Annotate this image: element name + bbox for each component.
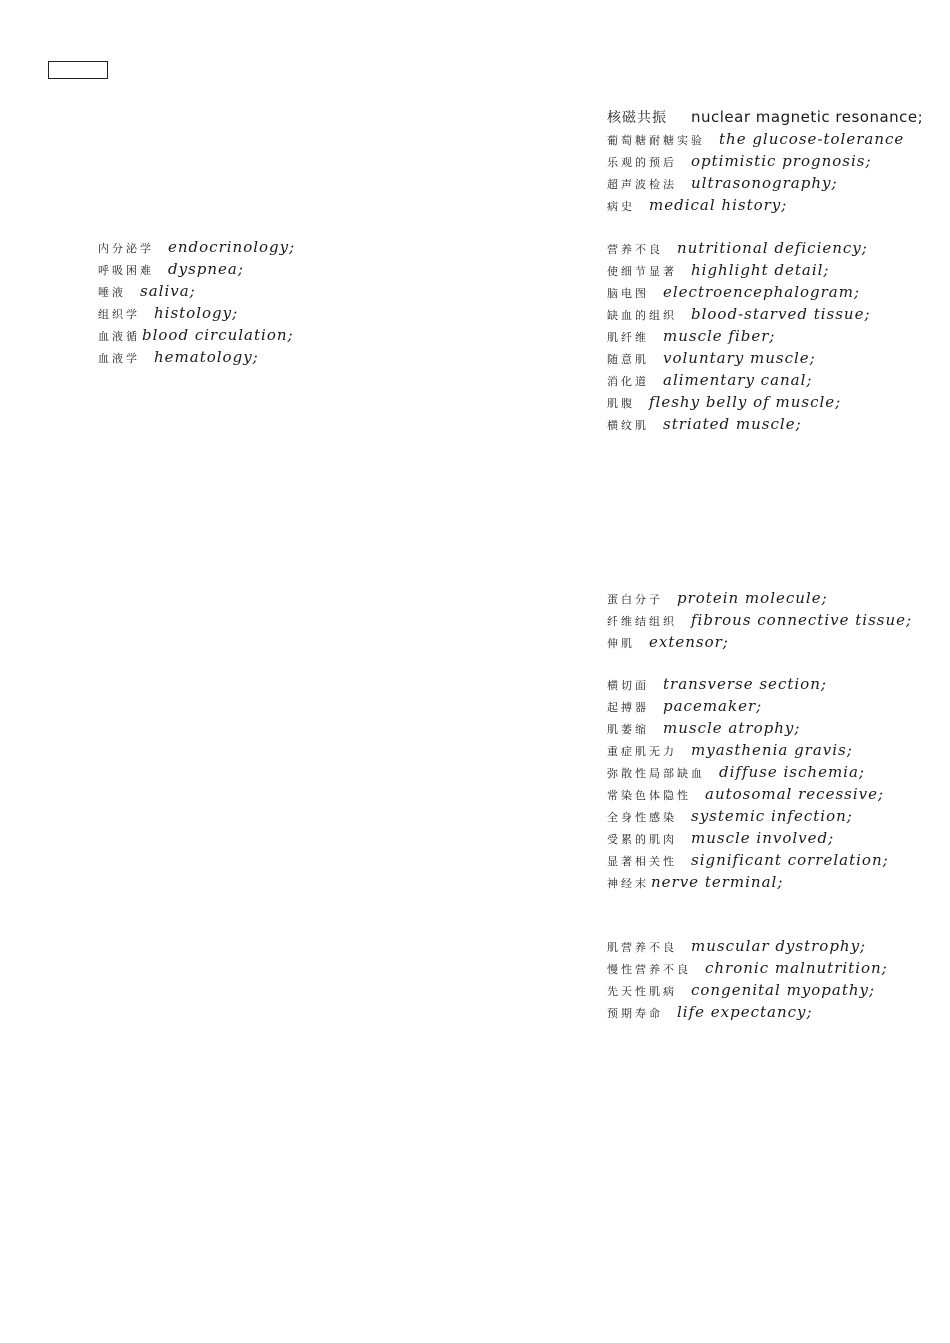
vocab-entry <box>98 302 238 324</box>
term-chinese: 弥散性局部缺血 <box>607 767 705 780</box>
term-english: electroencephalogram; <box>663 283 861 301</box>
vocab-entry <box>98 324 294 346</box>
vocab-entry <box>607 325 775 347</box>
vocab-entry <box>607 957 888 979</box>
term-chinese: 血液循 <box>98 330 140 343</box>
term-chinese: 呼吸困难 <box>98 264 154 277</box>
term-chinese: 伸肌 <box>607 637 635 650</box>
term-english: muscle fiber; <box>663 327 776 345</box>
term-english: hematology; <box>154 348 259 366</box>
term-english: myasthenia gravis; <box>691 741 853 759</box>
term-chinese: 唾液 <box>98 286 126 299</box>
term-chinese: 缺血的组织 <box>607 309 677 322</box>
vocab-entry <box>98 258 244 280</box>
vocab-entry <box>98 280 196 302</box>
term-chinese: 显著相关性 <box>607 855 677 868</box>
term-english: muscular dystrophy; <box>691 937 867 955</box>
term-chinese: 神经末 <box>607 877 649 890</box>
term-chinese: 使细节显著 <box>607 265 677 278</box>
term-english: medical history; <box>649 196 788 214</box>
header-box <box>48 61 108 79</box>
term-chinese: 先天性肌病 <box>607 985 677 998</box>
term-chinese: 肌营养不良 <box>607 941 677 954</box>
vocab-entry <box>98 346 259 368</box>
vocab-entry <box>607 761 865 783</box>
term-english: the glucose-tolerance <box>719 130 905 148</box>
vocab-entry <box>607 281 860 303</box>
term-chinese: 组织学 <box>98 308 140 321</box>
term-english: nuclear magnetic resonance; <box>691 108 924 126</box>
term-english: endocrinology; <box>168 238 296 256</box>
term-english: muscle atrophy; <box>663 719 801 737</box>
term-chinese: 横切面 <box>607 679 649 692</box>
term-english: blood circulation; <box>142 326 294 344</box>
term-english: histology; <box>154 304 239 322</box>
term-english: life expectancy; <box>677 1003 813 1021</box>
term-chinese: 消化道 <box>607 375 649 388</box>
term-chinese: 病史 <box>607 200 635 213</box>
term-english: muscle involved; <box>691 829 835 847</box>
term-chinese: 葡萄糖耐糖实验 <box>607 134 705 147</box>
vocab-entry <box>607 805 853 827</box>
term-chinese: 常染色体隐性 <box>607 789 691 802</box>
term-english: diffuse ischemia; <box>719 763 865 781</box>
term-chinese: 受累的肌肉 <box>607 833 677 846</box>
term-chinese: 血液学 <box>98 352 140 365</box>
term-english: fleshy belly of muscle; <box>649 393 842 411</box>
term-chinese: 营养不良 <box>607 243 663 256</box>
term-chinese: 肌萎缩 <box>607 723 649 736</box>
term-english: saliva; <box>140 282 196 300</box>
term-chinese: 起搏器 <box>607 701 649 714</box>
vocab-entry <box>607 259 829 281</box>
term-chinese: 随意肌 <box>607 353 649 366</box>
vocab-entry <box>607 194 787 216</box>
vocab-entry <box>607 369 812 391</box>
term-chinese: 横纹肌 <box>607 419 649 432</box>
vocab-entry <box>607 609 912 631</box>
vocab-entry <box>98 236 295 258</box>
term-english: autosomal recessive; <box>705 785 885 803</box>
term-chinese: 乐观的预后 <box>607 156 677 169</box>
vocab-entry <box>607 347 816 369</box>
term-chinese: 超声波检法 <box>607 178 677 191</box>
term-english: blood-starved tissue; <box>691 305 871 323</box>
vocab-entry <box>607 413 802 435</box>
term-english: optimistic prognosis; <box>691 152 872 170</box>
vocab-entry <box>607 303 871 325</box>
term-chinese: 核磁共振 <box>607 110 667 126</box>
term-chinese: 蛋白分子 <box>607 593 663 606</box>
term-english: nutritional deficiency; <box>677 239 868 257</box>
term-english: nerve terminal; <box>651 873 784 891</box>
vocab-entry <box>607 849 889 871</box>
term-english: fibrous connective tissue; <box>691 611 913 629</box>
term-english: voluntary muscle; <box>663 349 816 367</box>
term-chinese: 肌纤维 <box>607 331 649 344</box>
term-english: highlight detail; <box>691 261 830 279</box>
term-english: ultrasonography; <box>691 174 838 192</box>
vocab-entry <box>607 739 853 761</box>
term-chinese: 内分泌学 <box>98 242 154 255</box>
vocab-entry <box>607 695 762 717</box>
term-chinese: 脑电图 <box>607 287 649 300</box>
term-chinese: 全身性感染 <box>607 811 677 824</box>
vocab-entry <box>607 631 729 653</box>
term-english: chronic malnutrition; <box>705 959 888 977</box>
vocab-entry <box>607 150 872 172</box>
term-chinese: 慢性营养不良 <box>607 963 691 976</box>
term-english: extensor; <box>649 633 729 651</box>
term-chinese: 重症肌无力 <box>607 745 677 758</box>
term-english: protein molecule; <box>677 589 828 607</box>
term-english: significant correlation; <box>691 851 889 869</box>
vocab-entry <box>607 827 834 849</box>
term-chinese: 预期寿命 <box>607 1007 663 1020</box>
vocab-entry <box>607 783 884 805</box>
vocab-entry <box>607 673 827 695</box>
vocab-entry <box>607 979 875 1001</box>
term-chinese: 肌腹 <box>607 397 635 410</box>
term-english: systemic infection; <box>691 807 853 825</box>
term-english: pacemaker; <box>663 697 763 715</box>
vocab-entry <box>607 237 868 259</box>
term-chinese: 纤维结组织 <box>607 615 677 628</box>
term-english: transverse section; <box>663 675 827 693</box>
vocab-entry <box>607 106 923 128</box>
vocab-entry <box>607 935 866 957</box>
term-english: alimentary canal; <box>663 371 813 389</box>
vocab-entry <box>607 587 828 609</box>
term-english: striated muscle; <box>663 415 802 433</box>
term-english: dyspnea; <box>168 260 244 278</box>
vocab-entry <box>607 717 800 739</box>
vocab-entry <box>607 1001 813 1023</box>
term-english: congenital myopathy; <box>691 981 876 999</box>
vocab-entry <box>607 128 904 150</box>
vocab-entry <box>607 172 838 194</box>
vocab-entry <box>607 871 783 893</box>
vocab-entry <box>607 391 841 413</box>
